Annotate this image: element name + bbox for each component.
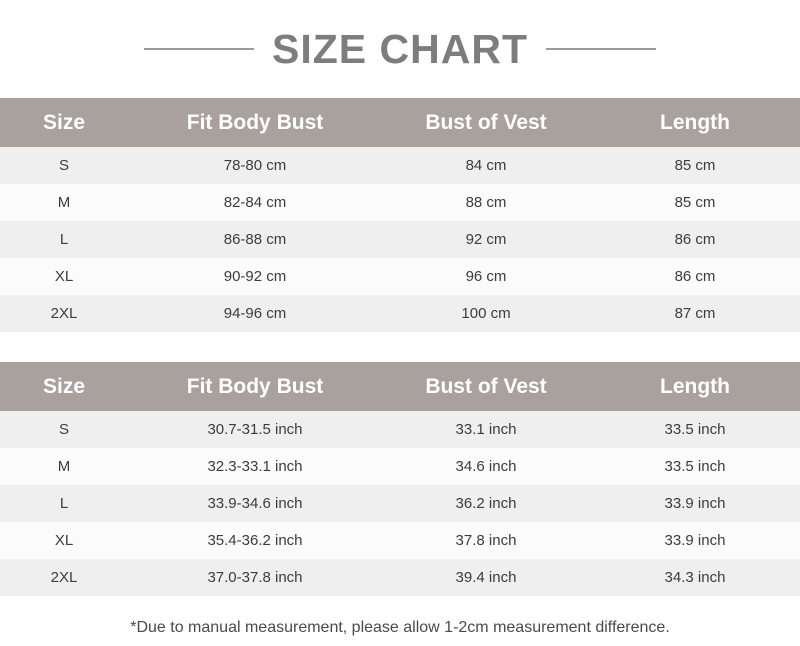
cell-fit-body-bust: 78-80 cm [128, 147, 382, 184]
cell-fit-body-bust: 82-84 cm [128, 184, 382, 221]
cell-fit-body-bust: 32.3-33.1 inch [128, 448, 382, 485]
size-chart-table-cm [0, 98, 800, 332]
cell-bust-of-vest: 100 cm [382, 295, 590, 332]
cell-bust-of-vest: 37.8 inch [382, 522, 590, 559]
cell-length: 85 cm [590, 147, 800, 184]
cell-length: 85 cm [590, 184, 800, 221]
cell-size: L [0, 485, 128, 522]
cell-bust-of-vest: 96 cm [382, 258, 590, 295]
cell-fit-body-bust: 33.9-34.6 inch [128, 485, 382, 522]
cell-bust-of-vest: 84 cm [382, 147, 590, 184]
table-row [0, 184, 800, 221]
table-row [0, 147, 800, 184]
cell-size: S [0, 147, 128, 184]
column-header-length: Length [590, 362, 800, 411]
cell-size: L [0, 221, 128, 258]
table-row [0, 559, 800, 596]
cell-length: 33.9 inch [590, 522, 800, 559]
column-header-bust-of-vest: Bust of Vest [382, 98, 590, 147]
cell-length: 33.5 inch [590, 448, 800, 485]
cell-size: 2XL [0, 559, 128, 596]
table-row [0, 522, 800, 559]
cell-size: M [0, 184, 128, 221]
column-header-bust-of-vest: Bust of Vest [382, 362, 590, 411]
cell-length: 87 cm [590, 295, 800, 332]
page-title: SIZE CHART [272, 25, 528, 72]
table-row [0, 221, 800, 258]
cell-bust-of-vest: 92 cm [382, 221, 590, 258]
table-row [0, 485, 800, 522]
cell-length: 33.9 inch [590, 485, 800, 522]
title-rule-left [144, 48, 254, 50]
table-header-row [0, 362, 800, 411]
cell-bust-of-vest: 33.1 inch [382, 411, 590, 448]
cell-length: 34.3 inch [590, 559, 800, 596]
cell-fit-body-bust: 35.4-36.2 inch [128, 522, 382, 559]
cell-bust-of-vest: 36.2 inch [382, 485, 590, 522]
cell-size: M [0, 448, 128, 485]
cell-size: XL [0, 258, 128, 295]
cell-length: 86 cm [590, 221, 800, 258]
cell-bust-of-vest: 34.6 inch [382, 448, 590, 485]
cell-bust-of-vest: 39.4 inch [382, 559, 590, 596]
column-header-fit-body-bust: Fit Body Bust [128, 362, 382, 411]
table-header-row [0, 98, 800, 147]
cell-fit-body-bust: 30.7-31.5 inch [128, 411, 382, 448]
table-row [0, 448, 800, 485]
cell-length: 86 cm [590, 258, 800, 295]
cell-fit-body-bust: 94-96 cm [128, 295, 382, 332]
column-header-fit-body-bust: Fit Body Bust [128, 98, 382, 147]
cell-length: 33.5 inch [590, 411, 800, 448]
table-row [0, 295, 800, 332]
page-title-row [0, 0, 800, 98]
table-row [0, 258, 800, 295]
cell-fit-body-bust: 90-92 cm [128, 258, 382, 295]
column-header-size: Size [0, 362, 128, 411]
cell-fit-body-bust: 37.0-37.8 inch [128, 559, 382, 596]
column-header-length: Length [590, 98, 800, 147]
measurement-disclaimer: *Due to manual measurement, please allow 1-2cm measurement difference. [130, 619, 670, 636]
cell-size: XL [0, 522, 128, 559]
title-rule-right [546, 48, 656, 50]
cell-size: 2XL [0, 295, 128, 332]
cell-size: S [0, 411, 128, 448]
table-row [0, 411, 800, 448]
size-chart-table-inch [0, 362, 800, 596]
cell-bust-of-vest: 88 cm [382, 184, 590, 221]
column-header-size: Size [0, 98, 128, 147]
cell-fit-body-bust: 86-88 cm [128, 221, 382, 258]
table-separator [0, 332, 800, 362]
